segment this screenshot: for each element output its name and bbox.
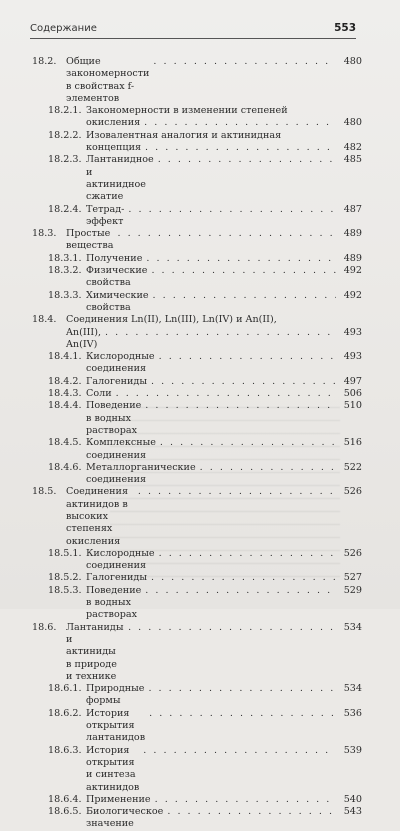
toc-entry-number: 18.6.2.: [48, 707, 82, 719]
leader-dots: [145, 585, 336, 597]
toc-entry: [32, 290, 362, 315]
leader-dots: [144, 117, 336, 129]
toc-entry-page: 482: [343, 142, 362, 154]
toc-entry-page: 497: [343, 375, 362, 387]
running-head: [30, 22, 356, 34]
leader-dots: [159, 351, 336, 363]
toc-entry: [32, 437, 362, 462]
toc-entry-page: 526: [343, 486, 362, 498]
toc-entry-title: Получение: [86, 252, 143, 264]
leader-dots: [148, 683, 336, 695]
toc-entry-title: Лантанидное и актинидное сжатие: [86, 154, 154, 203]
toc-entry-number: 18.5.1.: [48, 547, 82, 559]
toc-entry-page: 534: [343, 683, 362, 695]
toc-entry-page: 510: [343, 400, 362, 412]
toc-entry: [32, 462, 362, 487]
toc-entry-number: 18.4.1.: [48, 351, 82, 363]
toc-entry-page: 492: [343, 289, 362, 301]
leader-dots: [155, 794, 336, 806]
toc-entry-title: Комплексные соединения: [86, 437, 156, 461]
toc-entry: [32, 130, 362, 155]
toc-entry-title: Общие закономерности в свойствах f-элементов: [66, 56, 150, 104]
page-number: 553: [334, 22, 356, 34]
running-head-title: Содержание: [30, 23, 97, 34]
toc-entry-number: 18.2.1.: [48, 105, 82, 117]
toc-entry-number: 18.4.4.: [48, 400, 82, 412]
leader-dots: [143, 745, 336, 757]
toc-entry-number: 18.3.1.: [48, 252, 82, 264]
leader-dots: [138, 486, 336, 498]
toc-entry: [32, 265, 362, 290]
toc-entry-page: 506: [343, 388, 362, 400]
toc-entry-title: Закономерности в изменении степеней: [86, 105, 288, 117]
toc-entry-title: Изовалентная аналогия и актинидная: [86, 129, 282, 141]
toc-entry-title-cont: окисления: [86, 117, 141, 129]
toc-entry: [32, 745, 362, 794]
leader-dots: [146, 253, 336, 265]
toc-entry-number: 18.5.: [32, 486, 57, 498]
toc-entry-page: 529: [343, 584, 362, 596]
toc-entry-title-cont: концепция: [86, 142, 142, 154]
toc-entry-page: 480: [343, 56, 362, 67]
toc-entry: [32, 56, 362, 105]
leader-dots: [128, 204, 336, 216]
toc-entry-title: Галогениды: [86, 572, 147, 584]
toc-entry-page: 522: [343, 461, 362, 473]
toc-entry: [32, 683, 362, 708]
toc-entry-page: 526: [343, 547, 362, 559]
toc-entry-number: 18.4.3.: [48, 388, 82, 400]
toc-entry-title: Биологическое значение: [86, 806, 164, 830]
leader-dots: [145, 400, 336, 412]
toc-entry-page: 516: [343, 437, 362, 449]
leader-dots: [158, 154, 336, 166]
toc-entry: [32, 708, 362, 745]
toc-entry-title: История открытия лантанидов: [86, 707, 146, 744]
toc-entry-page: 540: [343, 793, 362, 805]
toc-entry-title: Кислородные соединения: [86, 351, 155, 375]
toc-entry-page: 534: [343, 621, 362, 633]
leader-dots: [117, 228, 336, 240]
toc-entry-number: 18.4.2.: [48, 375, 82, 387]
toc-entry-number: 18.5.3.: [48, 584, 82, 596]
toc-entry-title: Природные формы: [86, 683, 145, 707]
toc-entry-number: 18.5.2.: [48, 572, 82, 584]
leader-dots: [200, 462, 336, 474]
toc-entry-title: Соединения актинидов в высоких степенях окисления: [66, 486, 129, 547]
toc-entry: [32, 794, 362, 806]
toc-entry: [32, 154, 362, 203]
leader-dots: [151, 572, 336, 584]
toc-entry: [32, 253, 362, 265]
toc-entry-number: 18.3.2.: [48, 265, 82, 277]
toc-entry-title: Простые вещества: [66, 228, 114, 252]
toc-entry-page: 487: [343, 203, 362, 215]
toc-entry: [32, 228, 362, 253]
toc-entry: [32, 388, 362, 400]
toc-entry-number: 18.6.3.: [48, 744, 82, 756]
toc-entry-number: 18.3.: [32, 228, 57, 240]
toc-entry-number: 18.2.3.: [48, 154, 82, 166]
toc-entry-page: 485: [343, 154, 362, 166]
leader-dots: [151, 376, 336, 388]
toc-entry: [32, 572, 362, 584]
toc-entry: [32, 585, 362, 622]
leader-dots: [167, 806, 336, 818]
toc-entry: [32, 204, 362, 229]
toc-entry: [32, 622, 362, 683]
toc-entry: [32, 548, 362, 573]
toc-entry: [32, 314, 362, 351]
toc-entry-title: Тетрад-эффект: [86, 203, 125, 227]
toc-entry-title: Соединения Ln(II), Ln(III), Ln(IV) и An(II),: [66, 314, 277, 326]
toc-entry-page: 543: [343, 806, 362, 818]
toc-entry-title: Галогениды: [86, 375, 147, 387]
leader-dots: [116, 388, 336, 400]
leader-dots: [160, 437, 336, 449]
leader-dots: [128, 622, 336, 634]
toc-entry-number: 18.4.6.: [48, 461, 82, 473]
toc-entry: [32, 105, 362, 130]
header-rule: [30, 38, 356, 39]
toc-entry-page: 492: [343, 265, 362, 277]
toc-entry-title: Применение: [86, 793, 151, 805]
toc-entry-page: 536: [343, 707, 362, 719]
toc-entry-title: Металлорганические соединения: [86, 461, 196, 486]
leader-dots: [153, 290, 336, 302]
toc-entry-title: Поведение в водных растворах: [86, 584, 142, 621]
toc-entry-number: 18.4.5.: [48, 437, 82, 449]
toc-entry-number: 18.6.4.: [48, 793, 82, 805]
toc-entry-title: Химические свойства: [86, 289, 149, 313]
toc-entry-number: 18.6.5.: [48, 806, 82, 818]
toc-entry-page: 493: [343, 351, 362, 363]
toc-entry-number: 18.6.: [32, 621, 57, 633]
toc-entry: [32, 351, 362, 376]
table-of-contents: [32, 56, 362, 831]
toc-entry: [32, 376, 362, 388]
toc-entry-page: 489: [343, 252, 362, 264]
toc-entry: [32, 400, 362, 437]
toc-entry-page: 493: [343, 326, 362, 338]
toc-entry-title: Поведение в водных растворах: [86, 400, 142, 436]
toc-entry: [32, 486, 362, 547]
leader-dots: [159, 548, 336, 560]
toc-entry-title: Кислородные соединения: [86, 547, 155, 572]
toc-entry: [32, 806, 362, 831]
toc-entry-title: Физические свойства: [86, 265, 148, 289]
leader-dots: [105, 327, 336, 339]
toc-entry-number: 18.6.1.: [48, 683, 82, 695]
leader-dots: [151, 265, 336, 277]
leader-dots: [145, 142, 336, 154]
toc-entry-number: 18.2.2.: [48, 129, 82, 141]
toc-entry-number: 18.2.: [32, 56, 57, 67]
toc-entry-page: 527: [343, 572, 362, 584]
leader-dots: [153, 56, 336, 68]
toc-entry-page: 539: [343, 744, 362, 756]
toc-entry-title-cont: An(III), An(IV): [66, 326, 102, 350]
toc-entry-number: 18.3.3.: [48, 289, 82, 301]
toc-entry-title: Соли: [86, 388, 112, 400]
toc-entry-title: Лантаниды и актиниды в природе и технике: [66, 621, 124, 682]
toc-entry-number: 18.2.4.: [48, 203, 82, 215]
leader-dots: [149, 708, 336, 720]
toc-entry-title: История открытия и синтеза актинидов: [86, 744, 140, 793]
toc-entry-number: 18.4.: [32, 314, 57, 326]
toc-entry-page: 489: [343, 228, 362, 240]
toc-entry-page: 480: [343, 117, 362, 129]
